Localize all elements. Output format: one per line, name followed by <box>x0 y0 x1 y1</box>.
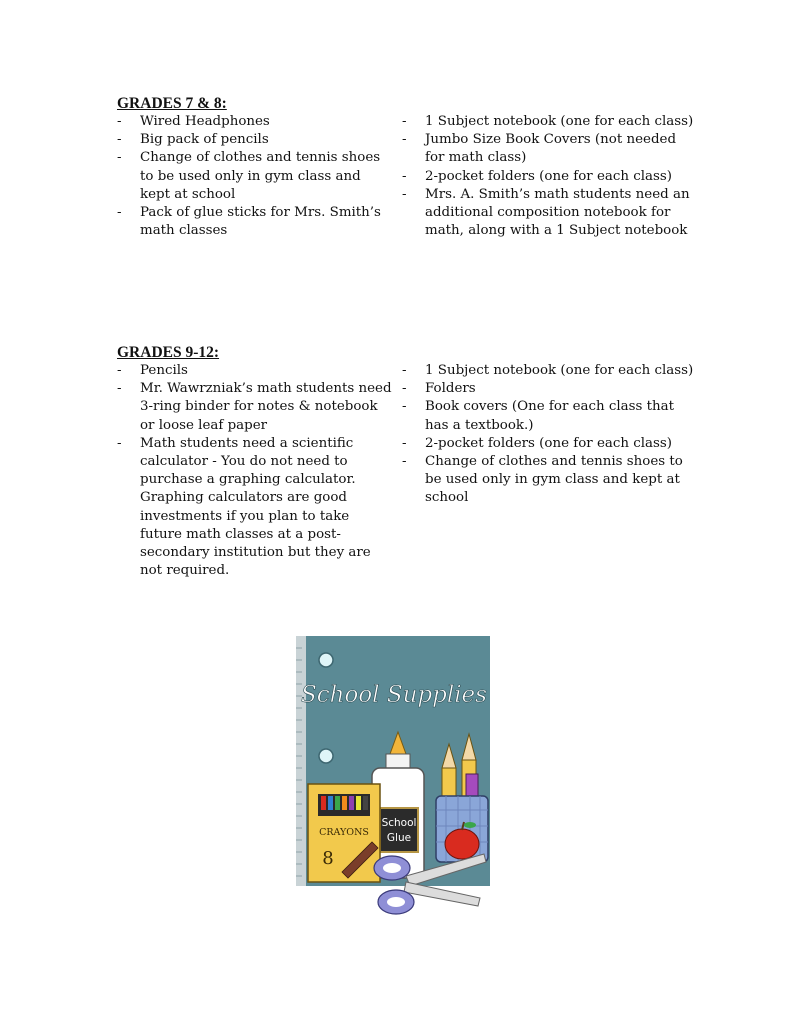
list-item: - Change of clothes and tennis shoes to be used only in gym class and kept at school <box>117 149 392 204</box>
crayon-box-icon <box>308 784 380 882</box>
list-item: - Mr. Wawrzniak’s math students need 3-ring binder for notes & notebook or loose leaf paper <box>117 380 395 435</box>
grades-7-8-heading: GRADES 7 & 8: <box>117 95 227 112</box>
binder-hole-icon <box>319 749 333 763</box>
list-item: - Pack of glue sticks for Mrs. Smith’s math classes <box>117 204 392 240</box>
school-supplies-illustration <box>294 636 496 920</box>
list-item: - Book covers (One for each class that has a textbook.) <box>402 398 694 434</box>
list-item: - 1 Subject notebook (one for each class) <box>402 113 694 131</box>
list-item: - Change of clothes and tennis shoes to be used only in gym class and kept at school <box>402 453 694 508</box>
list-item: - Jumbo Size Book Covers (not needed for math class) <box>402 131 694 167</box>
list-item: - 1 Subject notebook (one for each class) <box>402 362 694 380</box>
grades-9-12-section <box>117 344 717 579</box>
glue-label-line1: School <box>381 817 417 829</box>
notebook-margin <box>296 636 306 886</box>
list-item: - Pencils <box>117 362 395 380</box>
crayons-count: 8 <box>322 848 334 869</box>
clipart-title: School Supplies <box>301 682 487 708</box>
list-item: - Wired Headphones <box>117 113 392 131</box>
grades-7-8-left-column <box>117 113 392 240</box>
grades-7-8-right-column <box>402 113 694 240</box>
list-item: - 2-pocket folders (one for each class) <box>402 435 694 453</box>
grades-7-8-section <box>117 95 717 255</box>
list-item: - Mrs. A. Smith’s math students need an additional composition notebook for math, along with a 1 Subject notebook <box>402 186 694 241</box>
list-item: - 2-pocket folders (one for each class) <box>402 168 694 186</box>
crayons-label: CRAYONS <box>319 827 369 838</box>
list-item: - Math students need a scientific calculator - You do not need to purchase a graphing calculator. Graphing calculators are good investments if you plan to take future math classes at a post-secondary institution but they are not required. <box>117 435 395 581</box>
grades-9-12-heading: GRADES 9-12: <box>117 344 220 361</box>
school-supplies-clipart <box>294 636 496 920</box>
glue-label-line2: Glue <box>386 832 412 844</box>
list-item: - Big pack of pencils <box>117 131 392 149</box>
grades-9-12-right-column <box>402 362 694 508</box>
list-item: - Folders <box>402 380 694 398</box>
grades-9-12-left-column <box>117 362 395 580</box>
binder-hole-icon <box>319 653 333 667</box>
